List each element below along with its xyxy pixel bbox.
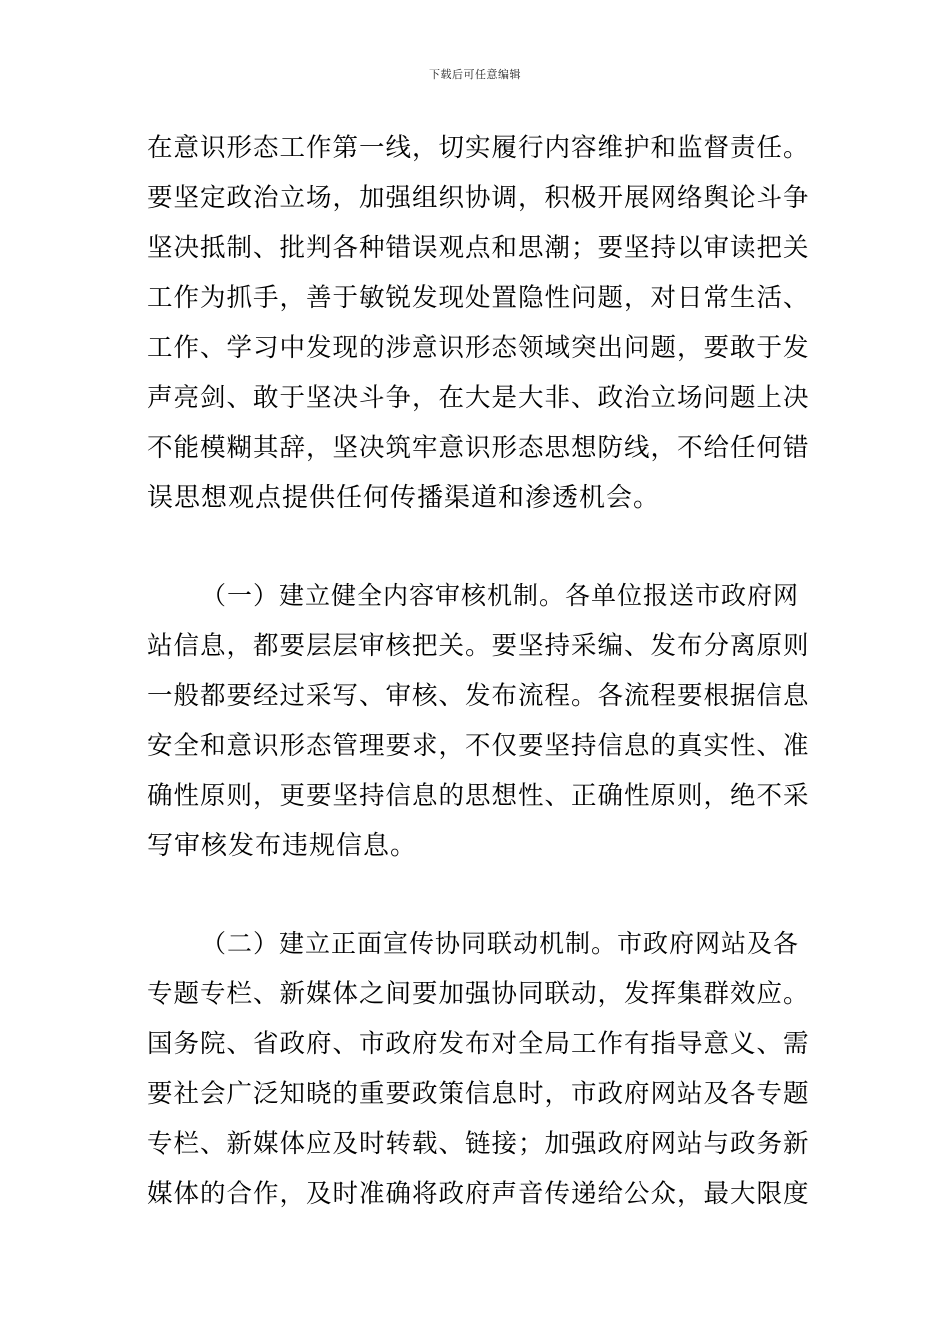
text-line: 要社会广泛知晓的重要政策信息时，市政府网站及各专题 — [147, 1079, 810, 1109]
text-line: 媒体的合作，及时准确将政府声音传递给公众，最大限度 — [147, 1179, 810, 1209]
text-line: 在意识形态工作第一线，切实履行内容维护和监督责任。 — [147, 133, 810, 163]
text-line: （一）建立健全内容审核机制。各单位报送市政府网 — [201, 581, 800, 610]
text-line: 误思想观点提供任何传播渠道和渗透机会。 — [147, 483, 661, 513]
header-note: 下载后可任意编辑 — [429, 68, 521, 81]
text-line: 要坚定政治立场，加强组织协调，积极开展网络舆论斗争 — [147, 183, 810, 213]
text-line: 声亮剑、敢于坚决斗争，在大是大非、政治立场问题上决 — [147, 383, 810, 413]
text-line: 确性原则，更要坚持信息的思想性、正确性原则，绝不采 — [147, 781, 810, 811]
text-line: 坚决抵制、批判各种错误观点和思潮；要坚持以审读把关 — [147, 233, 810, 263]
text-line: 工作为抓手，善于敏锐发现处置隐性问题，对日常生活、 — [147, 283, 810, 313]
text-line: 站信息，都要层层审核把关。要坚持采编、发布分离原则 — [147, 631, 810, 661]
text-line: 专题专栏、新媒体之间要加强协同联动，发挥集群效应。 — [147, 979, 810, 1009]
text-line: 安全和意识形态管理要求，不仅要坚持信息的真实性、准 — [147, 731, 810, 761]
text-line: 不能模糊其辞，坚决筑牢意识形态思想防线，不给任何错 — [147, 433, 810, 463]
text-line: 工作、学习中发现的涉意识形态领域突出问题，要敢于发 — [147, 333, 810, 363]
text-line: 写审核发布违规信息。 — [147, 831, 418, 861]
text-line: 国务院、省政府、市政府发布对全局工作有指导意义、需 — [147, 1029, 810, 1059]
text-line: 一般都要经过采写、审核、发布流程。各流程要根据信息 — [147, 681, 810, 711]
text-line: 专栏、新媒体应及时转载、链接；加强政府网站与政务新 — [147, 1129, 810, 1159]
text-line: （二）建立正面宣传协同联动机制。市政府网站及各 — [201, 929, 800, 958]
